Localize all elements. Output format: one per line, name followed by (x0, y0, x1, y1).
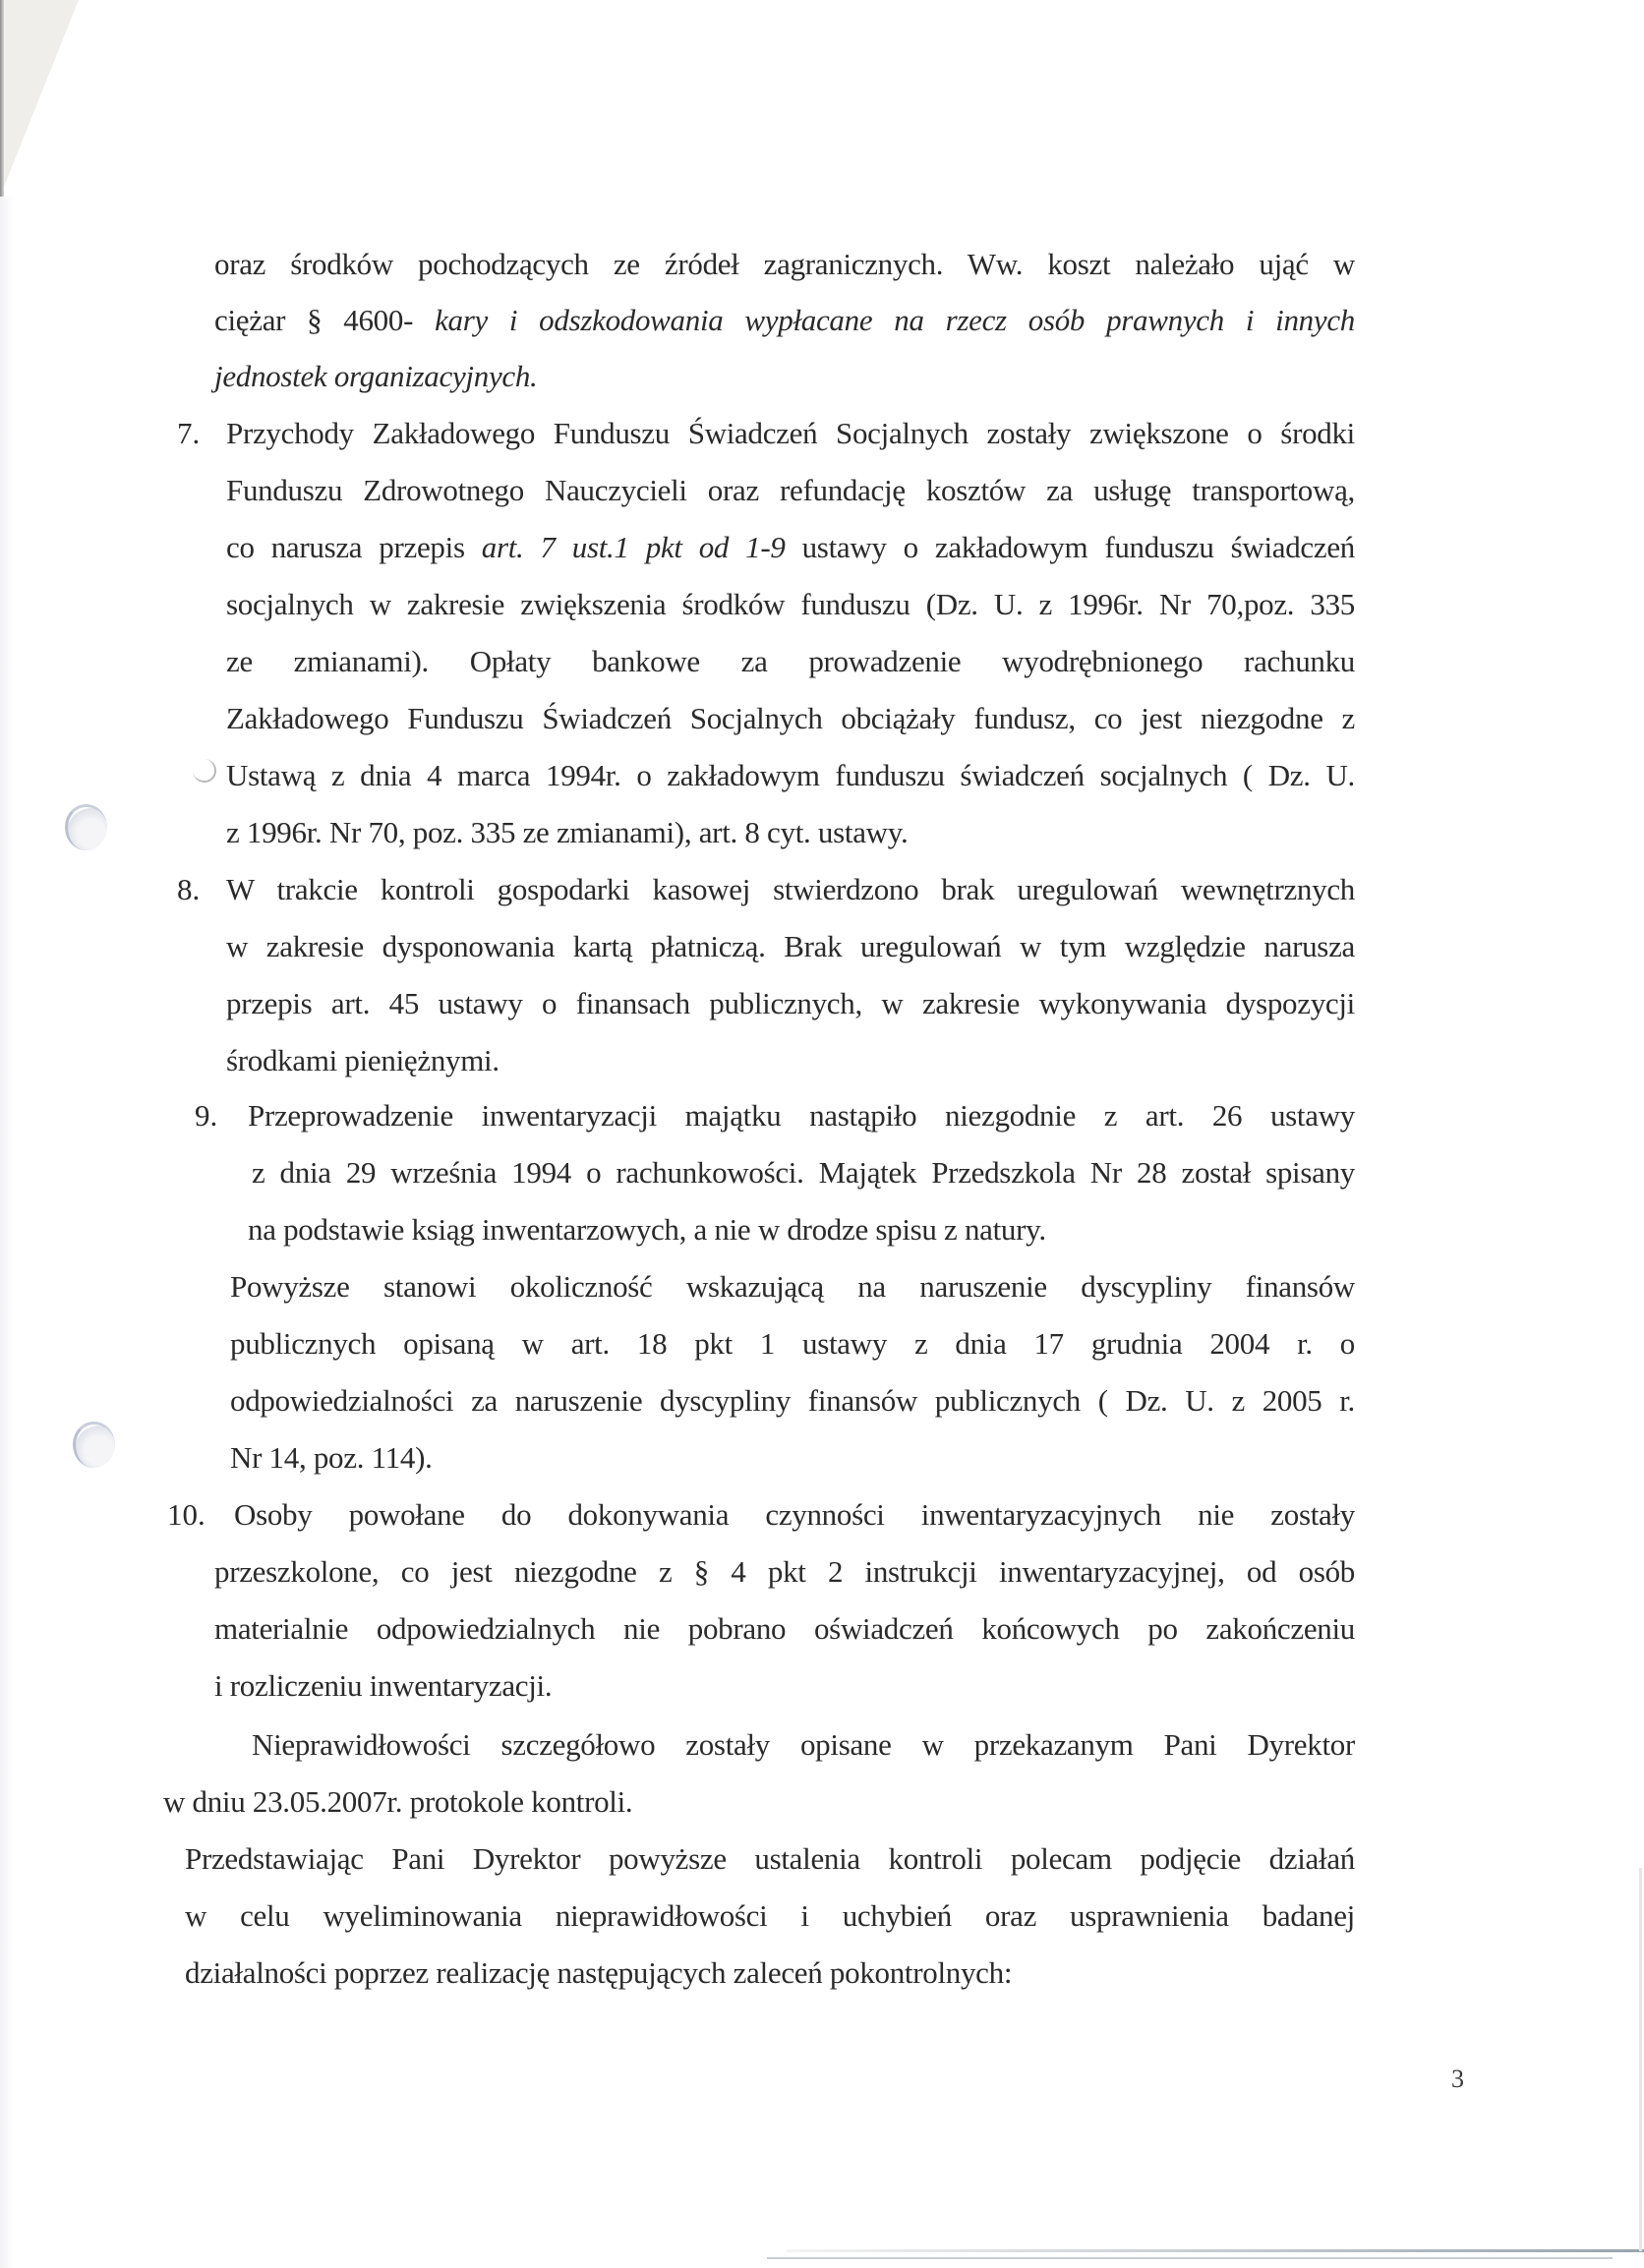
item-7-line-1: Przychody Zakładowego Funduszu Świadczeń Socjalnych zostały zwiększone o środki (226, 416, 1355, 450)
item-10-line-2: przeszkolone, co jest niezgodne z § 4 pkt 2 instrukcji inwentaryzacyjnej, od osób (214, 1554, 1355, 1589)
closing-line-3: Przedstawiając Pani Dyrektor powyższe ustalenia kontroli polecam podjęcie działań (185, 1841, 1355, 1876)
closing-line-2: w dniu 23.05.2007r. protokole kontroli. (163, 1784, 633, 1819)
punch-hole-icon (65, 804, 107, 850)
item-9-line-2: z dnia 29 września 1994 o rachunkowości. Majątek Przedszkola Nr 28 został spisany (252, 1155, 1355, 1190)
item-7-line-8: z 1996r. Nr 70, poz. 335 ze zmianami), art. 8 cyt. ustawy. (226, 815, 909, 849)
item-7-line-2: Funduszu Zdrowotnego Nauczycieli oraz refundację kosztów za usługę transportową, (226, 473, 1355, 507)
scan-bottom-edge (787, 2249, 1644, 2252)
item-10-line-4: i rozliczeniu inwentaryzacji. (214, 1668, 553, 1703)
item-9-number: 9. (195, 1098, 218, 1133)
scan-bottom-edge-secondary (767, 2257, 1613, 2259)
item-9-line-6: odpowiedzialności za naruszenie dyscypliny finansów publicznych ( Dz. U. z 2005 r. (230, 1383, 1355, 1418)
item-7-line-3-rest: ustawy o zakładowym funduszu świadczeń (785, 530, 1356, 564)
scan-left-shadow (0, 197, 14, 2268)
intro-line-2-italic: kary i odszkodowania wypłacane na rzecz osób prawnych i innych (435, 303, 1356, 337)
scan-right-edge (1639, 1868, 1642, 2251)
item-9-line-3: na podstawie ksiąg inwentarzowych, a nie w drodze spisu z natury. (248, 1212, 1046, 1247)
intro-line-2 (214, 302, 1355, 339)
item-10-line-3: materialnie odpowiedzialnych nie pobrano oświadczeń końcowych po zakończeniu (214, 1611, 1355, 1646)
item-8-line-3: przepis art. 45 ustawy o finansach publicznych, w zakresie wykonywania dyspozycji (226, 986, 1355, 1020)
closing-line-4: w celu wyeliminowania nieprawidłowości i uchybień oraz usprawnienia badanej (185, 1898, 1355, 1933)
punch-hole-icon (73, 1422, 115, 1468)
item-9-line-1: Przeprowadzenie inwentaryzacji majątku nastąpiło niezgodnie z art. 26 ustawy (248, 1098, 1355, 1133)
item-9-line-5: publicznych opisaną w art. 18 pkt 1 ustawy z dnia 17 grudnia 2004 r. o (230, 1326, 1355, 1361)
item-7-line-4: socjalnych w zakresie zwiększenia środków funduszu (Dz. U. z 1996r. Nr 70,poz. 335 (226, 587, 1355, 621)
item-9-line-7: Nr 14, poz. 114). (230, 1440, 433, 1475)
item-8-line-1: W trakcie kontroli gospodarki kasowej stwierdzono brak uregulowań wewnętrznych (226, 872, 1355, 906)
closing-line-5: działalności poprzez realizację następujących zaleceń pokontrolnych: (185, 1955, 1013, 1990)
staple-mark-icon (193, 759, 216, 783)
page-number: 3 (1451, 2064, 1464, 2093)
item-7-line-7: Ustawą z dnia 4 marca 1994r. o zakładowym funduszu świadczeń socjalnych ( Dz. U. (226, 758, 1355, 792)
folded-corner-shadow (0, 0, 79, 197)
item-7-legal-ref: art. 7 ust.1 pkt od 1-9 (481, 530, 786, 564)
item-10-line-1: Osoby powołane do dokonywania czynności inwentaryzacyjnych nie zostały (234, 1497, 1355, 1532)
item-8-line-4: środkami pieniężnymi. (226, 1043, 499, 1077)
item-7-line-6: Zakładowego Funduszu Świadczeń Socjalnych obciążały fundusz, co jest niezgodne z (226, 701, 1355, 735)
item-9-line-4: Powyższe stanowi okoliczność wskazującą na naruszenie dyscypliny finansów (230, 1269, 1355, 1304)
item-7-line-3-text: co narusza przepis (226, 530, 482, 564)
item-10-number: 10. (167, 1497, 206, 1532)
closing-line-1: Nieprawidłowości szczegółowo zostały opisane w przekazanym Pani Dyrektor (252, 1727, 1355, 1762)
intro-line-1: oraz środków pochodzących ze źródeł zagranicznych. Ww. koszt należało ująć w (214, 247, 1355, 281)
intro-line-3: jednostek organizacyjnych. (214, 359, 538, 393)
item-7-line-3 (226, 529, 1355, 566)
item-8-line-2: w zakresie dysponowania kartą płatniczą. Brak uregulowań w tym względzie narusza (226, 929, 1355, 963)
item-7-number: 7. (177, 416, 201, 450)
item-8-number: 8. (177, 872, 201, 906)
intro-line-2-text: ciężar § 4600- (214, 303, 436, 337)
item-7-line-5: ze zmianami). Opłaty bankowe za prowadzenie wyodrębnionego rachunku (226, 644, 1355, 678)
